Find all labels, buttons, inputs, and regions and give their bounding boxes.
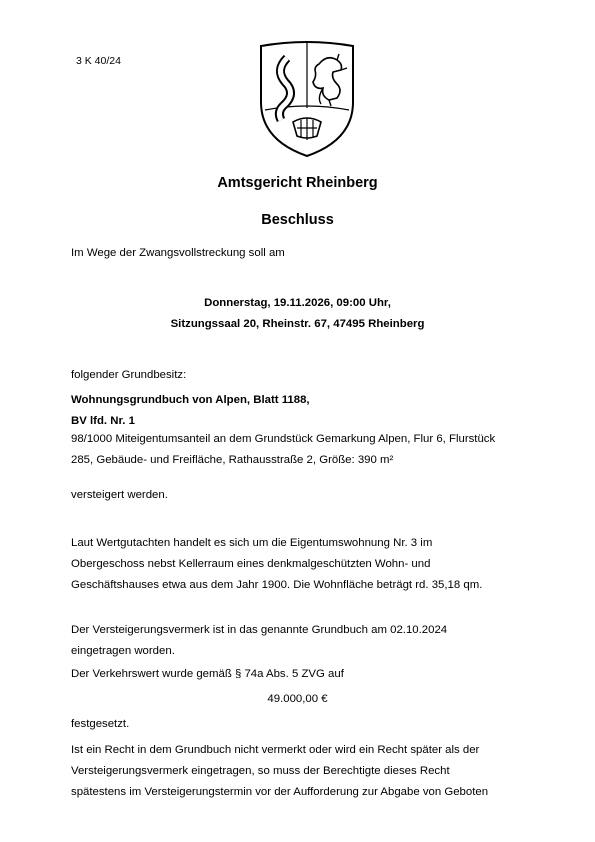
- registration-note-line: eingetragen worden.: [71, 645, 175, 657]
- property-description-line: 98/1000 Miteigentumsanteil an dem Grundstück Gemarkung Alpen, Flur 6, Flurstück: [71, 433, 496, 445]
- property-label: folgender Grundbesitz:: [71, 369, 187, 381]
- rights-line: Versteigerungsvermerk eingetragen, so muss der Berechtigte dieses Recht: [71, 765, 450, 777]
- rights-line: Ist ein Recht in dem Grundbuch nicht vermerkt oder wird ein Recht später als der: [71, 744, 480, 756]
- property-register: Wohnungsgrundbuch von Alpen, Blatt 1188,: [71, 394, 310, 406]
- value-intro: Der Verkehrswert wurde gemäß § 74a Abs. 5 ZVG auf: [71, 668, 344, 680]
- property-item: BV lfd. Nr. 1: [71, 415, 135, 427]
- court-name: Amtsgericht Rheinberg: [217, 175, 378, 191]
- value-amount: 49.000,00 €: [267, 693, 328, 705]
- rights-paragraph: [71, 740, 541, 803]
- document-type: Beschluss: [261, 212, 334, 228]
- auction-text: versteigert werden.: [71, 489, 168, 501]
- appointment-location: Sitzungssaal 20, Rheinstr. 67, 47495 Rheinberg: [170, 318, 425, 330]
- registration-note: [71, 620, 541, 662]
- intro-text: Im Wege der Zwangsvollstreckung soll am: [71, 247, 285, 259]
- rights-line: spätestens im Versteigerungstermin vor der Aufforderung zur Abgabe von Geboten: [71, 786, 489, 798]
- appraisal-paragraph: [71, 533, 541, 596]
- registration-note-line: Der Versteigerungsvermerk ist in das genannte Grundbuch am 02.10.2024: [71, 624, 448, 636]
- property-description-line: 285, Gebäude- und Freifläche, Rathausstraße 2, Größe: 390 m²: [71, 454, 394, 466]
- case-number: 3 K 40/24: [76, 55, 121, 67]
- property-description: [71, 429, 541, 471]
- appraisal-line: Obergeschoss nebst Kellerraum eines denkmalgeschützten Wohn- und: [71, 558, 431, 570]
- coat-of-arms-icon: [257, 40, 357, 158]
- appraisal-line: Laut Wertgutachten handelt es sich um die Eigentumswohnung Nr. 3 im: [71, 537, 433, 549]
- appointment-date: Donnerstag, 19.11.2026, 09:00 Uhr,: [204, 297, 391, 309]
- value-outro: festgesetzt.: [71, 718, 130, 730]
- appraisal-line: Geschäftshauses etwa aus dem Jahr 1900. Die Wohnfläche beträgt rd. 35,18 qm.: [71, 579, 483, 591]
